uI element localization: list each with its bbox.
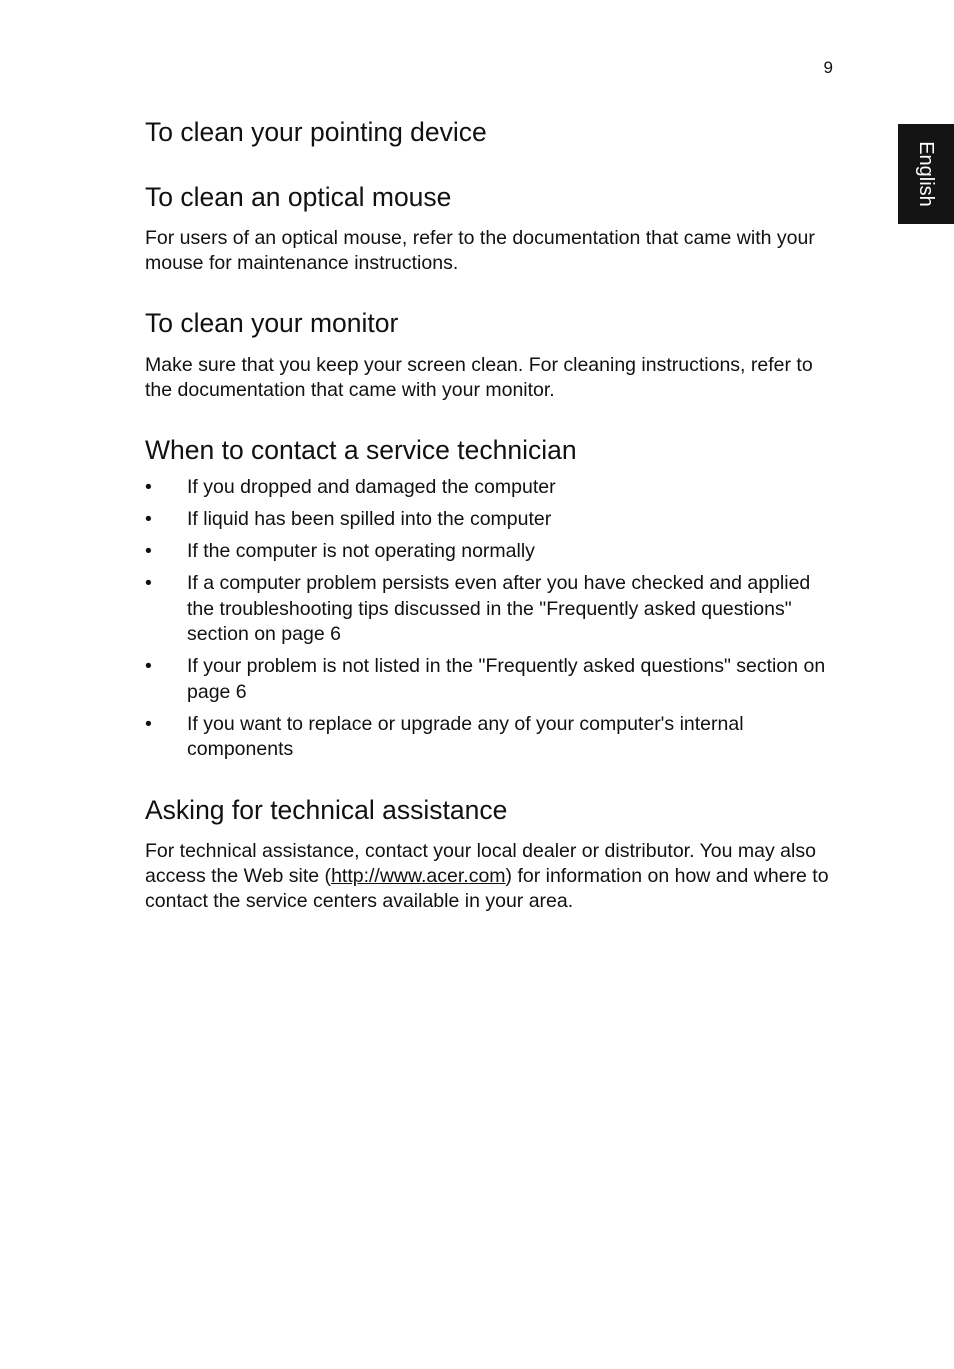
page-number: 9 (823, 58, 833, 77)
monitor-text: Make sure that you keep your screen clean. For cleaning instructions, refer to the documentation that came with your monitor. (145, 354, 813, 401)
bullet-icon: • (145, 476, 152, 498)
service-technician-list (145, 475, 835, 769)
list-item-text: If liquid has been spilled into the computer (187, 508, 552, 530)
list-item-text: If your problem is not listed in the "Frequently asked questions" section on page 6 (187, 655, 826, 703)
bullet-icon: • (145, 712, 152, 735)
language-tab-label: English (915, 141, 937, 207)
list-item (145, 507, 835, 533)
acer-website-link[interactable]: http://www.acer.com (331, 865, 506, 887)
heading-service-technician: When to contact a service technician (145, 435, 577, 465)
list-item (145, 654, 835, 705)
technical-assistance-text-end: ) for information on how and where to contact the service centers available in your area. (145, 865, 829, 912)
list-item-text: If a computer problem persists even after you have checked and applied the troubleshooting tips discussed in the "Frequently asked questions" section on page 6 (187, 572, 811, 645)
list-item-text: If you dropped and damaged the computer (187, 476, 556, 498)
technical-assistance-text-start: For technical assistance, contact your local dealer or distributor. You may also access the Web site ( (145, 840, 816, 887)
list-item (145, 475, 835, 501)
bullet-icon: • (145, 572, 152, 594)
list-item-text: If the computer is not operating normally (187, 540, 535, 562)
list-item-text: If you want to replace or upgrade any of your computer's internal components (187, 712, 744, 760)
bullet-icon: • (145, 540, 152, 562)
heading-pointing-device: To clean your pointing device (145, 117, 487, 147)
heading-monitor: To clean your monitor (145, 308, 399, 338)
language-tab (898, 124, 954, 224)
heading-optical-mouse: To clean an optical mouse (145, 182, 452, 212)
list-item (145, 539, 835, 565)
list-item (145, 571, 835, 648)
bullet-icon: • (145, 655, 152, 677)
list-item (145, 712, 835, 763)
technical-assistance-text (145, 839, 835, 914)
bullet-icon: • (145, 508, 152, 530)
heading-technical-assistance: Asking for technical assistance (145, 795, 508, 825)
optical-mouse-text: For users of an optical mouse, refer to the documentation that came with your mouse for maintenance instructions. (145, 227, 815, 274)
